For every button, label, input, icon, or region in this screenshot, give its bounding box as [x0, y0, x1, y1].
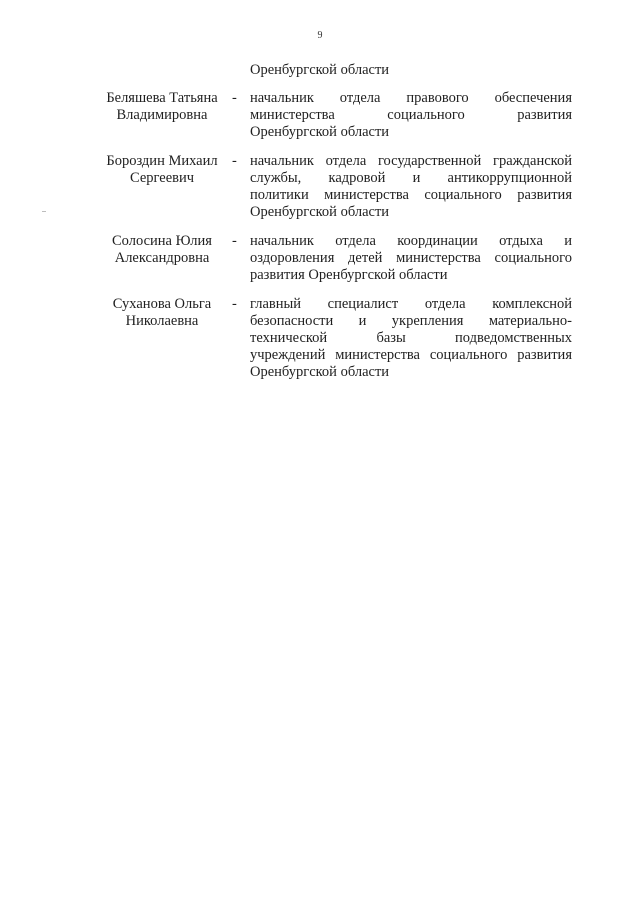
position-description: [250, 153, 572, 221]
dash-separator: -: [232, 90, 237, 106]
page-number: 9: [317, 30, 323, 41]
position-line: оздоровления детей министерства социального: [250, 250, 572, 266]
person-name: [92, 90, 232, 124]
position-line: министерства социального развития: [250, 107, 572, 123]
position-line: начальник отдела государственной гражданской: [250, 153, 572, 169]
continuation-line: Оренбургской области: [250, 62, 390, 78]
person-name: [92, 233, 232, 267]
margin-mark: [42, 211, 46, 212]
position-line: Оренбургской области: [250, 124, 390, 140]
surname-given-name: Суханова Ольга: [112, 296, 212, 312]
position-line: главный специалист отдела комплексной: [250, 296, 572, 312]
position-line: безопасности и укрепления материально-: [250, 313, 572, 329]
dash-separator: -: [232, 153, 237, 169]
position-line: Оренбургской области: [250, 364, 390, 380]
position-line: технической базы подведомственных: [250, 330, 572, 346]
surname-given-name: Бороздин Михаил: [106, 153, 218, 169]
position-description: [250, 233, 572, 284]
position-line: начальник отдела правового обеспечения: [250, 90, 572, 106]
patronymic: Владимировна: [116, 107, 208, 123]
position-description: [250, 296, 572, 381]
surname-given-name: Беляшева Татьяна: [106, 90, 218, 106]
dash-separator: -: [232, 296, 237, 312]
patronymic: Сергеевич: [129, 170, 195, 186]
position-line: Оренбургской области: [250, 204, 390, 220]
patronymic: Александровна: [114, 250, 210, 266]
person-name: [92, 296, 232, 330]
person-name: [92, 153, 232, 187]
position-line: начальник отдела координации отдыха и: [250, 233, 572, 249]
patronymic: Николаевна: [125, 313, 199, 329]
position-line: политики министерства социального развития: [250, 187, 572, 203]
dash-separator: -: [232, 233, 237, 249]
surname-given-name: Солосина Юлия: [112, 233, 212, 249]
position-line: службы, кадровой и антикоррупционной: [250, 170, 572, 186]
position-line: развития Оренбургской области: [250, 267, 448, 283]
position-description: [250, 90, 572, 141]
position-line: учреждений министерства социального развития: [250, 347, 572, 363]
